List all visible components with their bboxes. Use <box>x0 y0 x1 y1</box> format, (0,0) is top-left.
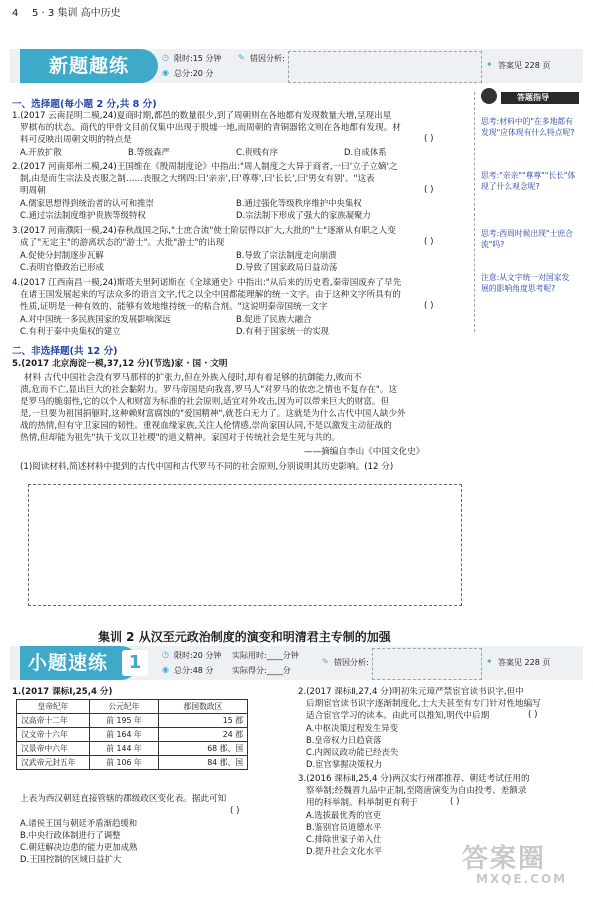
clock-icon: ◷ <box>162 53 169 62</box>
q4-line2: 在诸王国发展起来的写法众多的语言文字,代之以全中国都能理解的统一文字。由于这种文字所具有的 <box>20 290 401 300</box>
q5-answer-box[interactable] <box>28 484 462 606</box>
q2-option-b[interactable]: B.通过强化等级秩序维护中央集权 <box>236 198 362 208</box>
score-icon: ◉ <box>162 68 169 77</box>
q5-source: ——摘编自李山《中国文化史》 <box>304 447 425 457</box>
banner-quick-practice <box>10 646 583 680</box>
q4-option-a[interactable]: A.对中国统一多民族国家的发展影响深远 <box>20 314 171 324</box>
q4-line3: 性质,证明是一种有效的、能够有效地维持统一的粘合剂。"这说明秦帝国统一文字 <box>20 302 328 312</box>
series-title: 5 · 3 集训 高中历史 <box>32 8 121 19</box>
q8-answer-paren[interactable]: ( ) <box>450 797 460 807</box>
q1-option-d[interactable]: D.自成体系 <box>344 147 387 157</box>
error-analysis-label: 错因分析: <box>250 54 285 63</box>
watermark-url: MXQE.COM <box>476 872 568 886</box>
q5-material-line3: 是罗马的脆弱性,它的以个人和财富为标准的社会原则,适宜对外攻击,因为可以带来巨大的财富。但 <box>20 397 390 407</box>
q7-option-a[interactable]: A.中枢决策过程发生异变 <box>306 723 398 733</box>
q6-option-d[interactable]: D.王国控制的区域日益扩大 <box>20 854 122 864</box>
total-score-2: 总分:48 分 <box>174 666 214 675</box>
student-avatar-icon <box>481 88 497 104</box>
banner2-badge: 1 <box>122 650 148 676</box>
table-cell: 前 164 年 <box>90 728 159 742</box>
actual-time[interactable]: 实际用时:____分钟 <box>232 651 299 660</box>
q3-answer-paren[interactable]: ( ) <box>424 237 434 247</box>
q8-line2: 察举制;经魏晋九品中正制,至隋唐演变为自由投考、差额录 <box>306 786 527 796</box>
table-header-cell: 郡国数政区 <box>159 700 248 714</box>
table-cell: 前 195 年 <box>90 714 159 728</box>
q7-line2: 后期宦官读书识字逐渐制度化,士大夫甚至有专门针对性地编写 <box>306 699 541 709</box>
commandery-table <box>16 699 248 770</box>
sidebar-tip-4: 注意:从文字统一对国家发展的影响角度思考呢? <box>481 273 570 293</box>
banner-new-questions <box>10 49 583 83</box>
q8-line3: 用的科举制。科举制更有利于 <box>306 798 418 808</box>
table-cell: 汉高帝十二年 <box>17 714 90 728</box>
table-header-cell: 皇帝纪年 <box>17 700 90 714</box>
q6-caption: 上表为西汉朝廷直接管辖的郡级政区变化表。据此可知 <box>20 794 227 804</box>
table-cell: 汉文帝十六年 <box>17 728 90 742</box>
table-cell: 24 郡 <box>159 728 248 742</box>
table-cell: 15 郡 <box>159 714 248 728</box>
answer-ref: 答案见 228 页 <box>498 61 551 70</box>
table-row <box>17 742 248 756</box>
table-header-cell: 公元纪年 <box>90 700 159 714</box>
q8-line1: 3.(2016 课标Ⅱ,25,4 分)两汉实行州郡推荐、朝廷考试任用的 <box>298 774 530 784</box>
q7-option-d[interactable]: D.宦官掌握决策权力 <box>306 759 383 769</box>
time-limit: 限时:15 分钟 <box>174 54 222 63</box>
q7-option-c[interactable]: C.内阁议政功能已经丧失 <box>306 747 399 757</box>
q1-option-a[interactable]: A.开放扩散 <box>20 147 62 157</box>
q2-line2: 制,由是而生宗法及丧服之制……丧服之大纲四:曰'亲亲',曰'尊尊',曰'长长',曰'男女有别'。"这表 <box>20 174 375 184</box>
q8-option-c[interactable]: C.排除世家子弟入仕 <box>306 834 382 844</box>
q8-option-a[interactable]: A.选拔最优秀的官吏 <box>306 810 382 820</box>
q6-option-b[interactable]: B.中央行政体制进行了调整 <box>20 830 121 840</box>
q3-option-d[interactable]: D.导致了国家政局日益动荡 <box>236 262 338 272</box>
sidebar-tip-1: 思考:材料中的"在多地都有发现"应体现有什么特点呢? <box>481 117 575 137</box>
q6-head: 1.(2017 课标Ⅰ,25,4 分) <box>12 687 113 697</box>
q1-line3: 料可反映出周朝文明的特点是 <box>20 135 132 145</box>
q4-line1: 4.(2017 江西南昌一模,24)斯塔夫里阿诺斯在《全球通史》中指出:"从后来的历史看,秦帝国废弃了早先 <box>12 278 402 288</box>
q3-option-c[interactable]: C.表明官僚政治已形成 <box>20 262 104 272</box>
q2-option-c[interactable]: C.通过宗法制度维护贵族等级特权 <box>20 210 146 220</box>
error-analysis-box[interactable] <box>288 51 482 83</box>
section-essay-heading: 二、非选择题(共 12 分) <box>12 346 118 357</box>
q6-answer-paren[interactable]: ( ) <box>230 806 240 816</box>
answer-icon: ✦ <box>486 657 493 666</box>
section-choice-heading: 一、选择题(每小题 2 分,共 8 分) <box>12 99 157 110</box>
table-row <box>17 756 248 770</box>
q2-answer-paren[interactable]: ( ) <box>424 185 434 195</box>
error-icon: ✎ <box>322 657 329 666</box>
q5-question: (1)阅读材料,简述材料中提到的古代中国和古代罗马不同的社会原则,分别说明其历史影响。(12 分) <box>20 462 394 472</box>
q1-line2: 罗棋布的状态。商代的甲骨文目前仅集中出现于殷墟一地,而周朝的青铜器铭文则在各地都有发现。材 <box>20 123 401 133</box>
q7-line3: 适合宦官学习的读本。由此可以推知,明代中后期 <box>306 711 490 721</box>
banner2-title: 小题速练 <box>20 646 138 680</box>
section-title-jixun2: 集训 2 从汉至元政治制度的演变和明清君主专制的加强 <box>98 630 391 644</box>
sidebar-tip-2: 思考:"亲亲""尊尊""长长"体现了什么观念呢? <box>481 171 576 191</box>
table-cell: 84 郡、国 <box>159 756 248 770</box>
table-row <box>17 714 248 728</box>
q2-line1: 2.(2017 河南郑州二模,24)王国维在《殷周制度论》中指出:"周人制度之大异于商者,一曰'立子立嫡'之 <box>12 162 398 172</box>
table-row <box>17 728 248 742</box>
q3-line1: 3.(2017 河南濮阳一模,24)春秋战国之际,"士庶合流"使士阶层得以扩大,大批的"士"逐渐从有职之人变 <box>12 226 396 236</box>
error-analysis-box-2[interactable] <box>372 648 482 680</box>
total-score: 总分:20 分 <box>174 69 214 78</box>
q4-answer-paren[interactable]: ( ) <box>424 301 434 311</box>
error-analysis-label-2: 错因分析: <box>334 658 369 667</box>
banner-title: 新题趣练 <box>20 49 158 83</box>
q5-material-line4: 是,一旦要为祖国捐躯时,这种赖财富腐蚀的"爱国精神",就苍白无力了。这就是为什么古代中国人缺少外 <box>20 409 406 419</box>
table-cell: 前 144 年 <box>90 742 159 756</box>
q7-answer-paren[interactable]: ( ) <box>528 710 538 720</box>
q6-option-c[interactable]: C.朝廷解决边患的能力更加成熟 <box>20 842 138 852</box>
q3-option-a[interactable]: A.促使分封制逐步瓦解 <box>20 250 104 260</box>
score-icon: ◉ <box>162 665 169 674</box>
error-icon: ✎ <box>238 53 245 62</box>
q2-line3: 明周朝 <box>20 186 46 196</box>
q1-line1: 1.(2017 云南昆明二模,24)夏商时期,都邑的数量很少,到了周朝则在各地都有发现数量大增,呈现出星 <box>12 111 392 121</box>
q3-line2: 成了"无定主"的游离状态的"游士"。大批"游士"的出现 <box>20 238 225 248</box>
q7-option-b[interactable]: B.皇帝权力日趋衰落 <box>306 735 382 745</box>
q4-option-b[interactable]: B.促进了民族大融合 <box>236 314 312 324</box>
page-number: 4 <box>12 8 19 19</box>
q8-option-b[interactable]: B.鉴别官员道德水平 <box>306 822 382 832</box>
q4-option-c[interactable]: C.有利于秦中央集权的建立 <box>20 326 121 336</box>
q5-material-line5: 战的热情,但有守卫家园的韧性。重视血缘家族,关注人伦情感,崇尚家国认同,不是以激发主动征战的 <box>20 421 392 431</box>
table-cell: 68 郡、国 <box>159 742 248 756</box>
table-header-row <box>17 700 248 714</box>
answer-guide-sidebar <box>474 92 581 332</box>
table-cell: 汉武帝元封五年 <box>17 756 90 770</box>
q5-material-line1: 材料 古代中国社会没有罗马那样的扩张力,但在外族入侵时,却有着足够的抗御能力,败而不 <box>24 373 362 383</box>
q1-option-b[interactable]: B.等级森严 <box>128 147 170 157</box>
q4-option-d[interactable]: D.有利于国家统一的实现 <box>236 326 329 336</box>
watermark-logo: 答案圈 <box>462 844 547 874</box>
q5-material-line6: 热情,但却能为祖先"执干戈以卫社稷"的道义精神。家国对于传统社会是生死与共的。 <box>20 433 341 443</box>
q5-title: 5.(2017 北京海淀一模,37,12 分)(节选)家 · 国 · 文明 <box>12 359 228 369</box>
q5-material-line2: 溃,危而不亡,显出巨大的社会黏附力。罗马帝国是向我喜,罗马人"对罗马的依恋之情也不复存在"。这 <box>20 385 398 395</box>
answer-ref-2: 答案见 228 页 <box>498 658 551 667</box>
q7-line1: 2.(2017 课标Ⅱ,27,4 分)明初朱元璋严禁宦官读书识字,但中 <box>298 687 524 697</box>
time-limit-2: 限时:20 分钟 <box>174 651 222 660</box>
clock-icon: ◷ <box>162 650 169 659</box>
actual-score[interactable]: 实际得分:____分 <box>232 666 291 675</box>
table-cell: 汉景帝中六年 <box>17 742 90 756</box>
answer-icon: ✦ <box>486 60 493 69</box>
q6-option-a[interactable]: A.诸侯王国与朝廷矛盾渐趋缓和 <box>20 818 138 828</box>
q1-option-c[interactable]: C.贵贱有序 <box>236 147 279 157</box>
table-cell: 前 106 年 <box>90 756 159 770</box>
q1-answer-paren[interactable]: ( ) <box>424 134 434 144</box>
sidebar-header: 答题指导 <box>517 93 549 102</box>
sidebar-tip-3: 思考:西周时候出现"士庶合流"吗? <box>481 229 573 249</box>
q8-option-d[interactable]: D.提升社会文化水平 <box>306 846 383 856</box>
q2-option-a[interactable]: A.儒家思想得到统治者的认可和推崇 <box>20 198 154 208</box>
q2-option-d[interactable]: D.宗法制下形成了强大的家族凝聚力 <box>236 210 371 220</box>
q3-option-b[interactable]: B.导致了宗法制度走向崩溃 <box>236 250 337 260</box>
